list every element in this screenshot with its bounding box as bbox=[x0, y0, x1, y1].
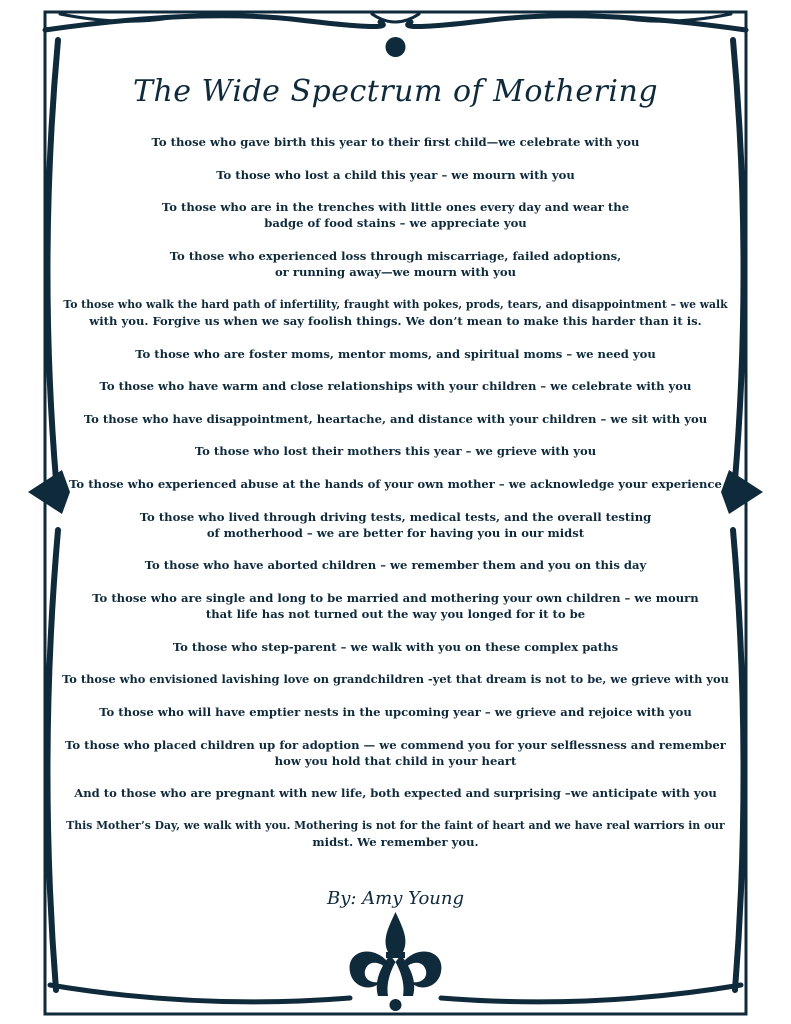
stanza-line: To those who envisioned lavishing love on grandchildren -yet that dream is not to be, we grieve with you bbox=[62, 672, 729, 687]
stanza bbox=[62, 639, 729, 655]
stanza-line: To those who experienced loss through miscarriage, failed adoptions, bbox=[169, 248, 622, 263]
stanza-line: To those who have aborted children – we remember them and you on this day bbox=[144, 558, 647, 573]
stanza bbox=[62, 378, 729, 394]
stanza-line: To those who lost their mothers this year – we grieve with you bbox=[194, 444, 597, 459]
stanza bbox=[62, 557, 729, 573]
stanza-line: badge of food stains – we appreciate you bbox=[264, 216, 527, 231]
stanza-line: To those who placed children up for adoption — we commend you for your selflessness and remember bbox=[65, 737, 726, 752]
top-scroll-ornament bbox=[45, 14, 746, 30]
stanza-line: To those who lost a child this year – we mourn with you bbox=[216, 167, 575, 182]
stanza-line: To those who are single and long to be married and mothering your own children – we mourn bbox=[92, 590, 699, 605]
stanza-line: And to those who are pregnant with new life, both expected and surprising –we anticipate with you bbox=[74, 786, 717, 801]
stanza-line: To those who gave birth this year to their first child—we celebrate with you bbox=[151, 135, 640, 149]
stanza bbox=[62, 476, 729, 492]
top-dot-ornament bbox=[386, 37, 406, 57]
poem-body bbox=[62, 134, 729, 867]
stanza bbox=[62, 785, 729, 801]
stanza-line: how you hold that child in your heart bbox=[274, 753, 517, 768]
stanza bbox=[62, 818, 729, 850]
stanza bbox=[62, 346, 729, 362]
stanza-line: To those who are foster moms, mentor moms, and spiritual moms – we need you bbox=[135, 346, 656, 361]
stanza-line: To those who walk the hard path of infertility, fraught with pokes, prods, tears, and disappointment – we walk bbox=[63, 297, 728, 311]
stanza-line: To those who will have emptier nests in the upcoming year – we grieve and rejoice with you bbox=[99, 704, 692, 719]
stanza-line: midst. We remember you. bbox=[312, 835, 479, 850]
stanza-line: with you. Forgive us when we say foolish things. We don’t mean to make this harder than it is. bbox=[89, 313, 702, 328]
stanza bbox=[62, 297, 729, 329]
stanza bbox=[62, 671, 729, 687]
stanza bbox=[62, 248, 729, 280]
stanza bbox=[62, 167, 729, 183]
stanza-line: To those who are in the trenches with little ones every day and wear the bbox=[161, 200, 630, 215]
stanza-line: or running away—we mourn with you bbox=[274, 265, 517, 280]
stanza-line: To those who have disappointment, heartache, and distance with your children – we sit with you bbox=[83, 411, 708, 426]
stanza bbox=[62, 509, 729, 541]
stanza-line: This Mother’s Day, we walk with you. Mothering is not for the faint of heart and we have real warriors in our bbox=[66, 818, 725, 832]
stanza-line: To those who step-parent – we walk with you on these complex paths bbox=[172, 639, 619, 654]
stanza-line: that life has not turned out the way you longed for it to be bbox=[205, 607, 586, 622]
stanza-line: To those who have warm and close relationships with your children – we celebrate with you bbox=[99, 379, 692, 394]
author-byline: By: Amy Young bbox=[326, 888, 464, 909]
stanza bbox=[62, 737, 729, 769]
stanza bbox=[62, 704, 729, 720]
stanza bbox=[62, 134, 729, 150]
stanza bbox=[62, 199, 729, 231]
stanza bbox=[62, 590, 729, 622]
stanza-line: To those who lived through driving tests, medical tests, and the overall testing bbox=[139, 509, 652, 524]
stanza-line: To those who experienced abuse at the hands of your own mother – we acknowledge your experience bbox=[69, 476, 722, 491]
stanza-line: of motherhood – we are better for having you in our midst bbox=[206, 525, 585, 540]
page-title: The Wide Spectrum of Mothering bbox=[132, 74, 659, 109]
fleur-de-lis-ornament bbox=[350, 912, 442, 1011]
stanza bbox=[62, 411, 729, 427]
stanza bbox=[62, 443, 729, 459]
